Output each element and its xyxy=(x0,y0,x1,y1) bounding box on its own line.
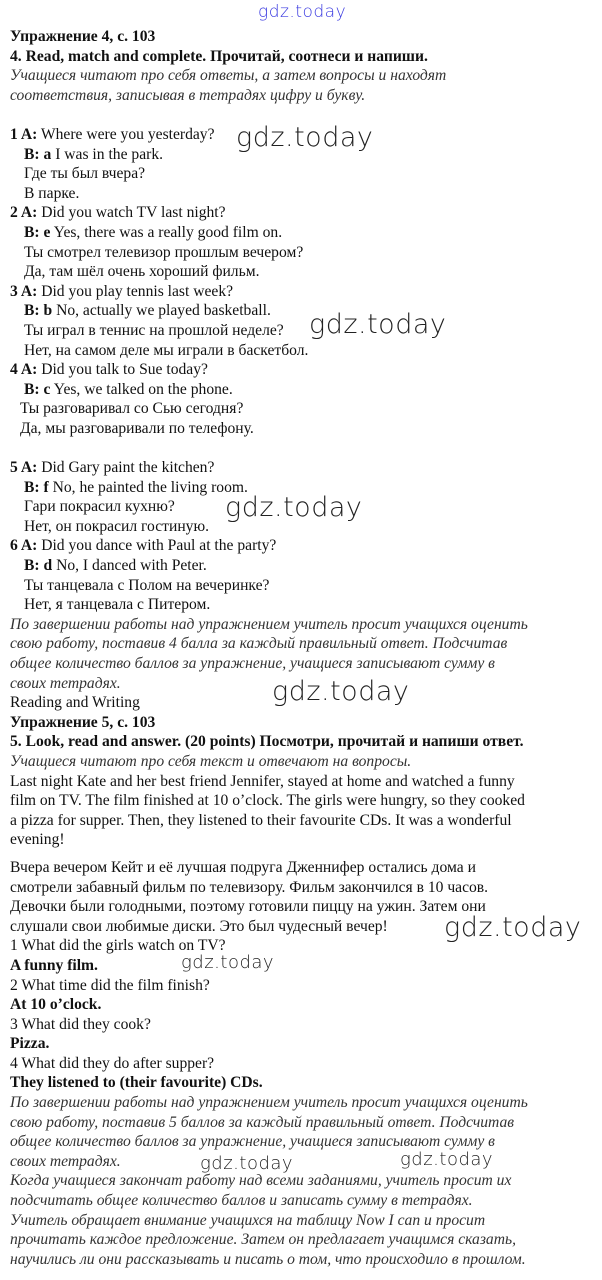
line-text: Yes, we talked on the phone. xyxy=(50,380,233,398)
line-text: прочитать каждое предложение. Затем он предлагает учащимся сказать, xyxy=(10,1231,516,1249)
line-text: Нет, на самом деле мы играли в баскетбол. xyxy=(24,341,309,359)
spacer xyxy=(10,850,595,858)
heading-line xyxy=(10,1073,595,1093)
speaker-label: B: c xyxy=(24,380,51,398)
text-line xyxy=(10,830,595,850)
text-line xyxy=(10,262,595,282)
text-line xyxy=(10,976,595,996)
instruction-line xyxy=(10,654,595,674)
line-text: 4 What did they do after supper? xyxy=(10,1054,215,1072)
instruction-line xyxy=(10,615,595,635)
text-line xyxy=(10,536,595,556)
line-text: Did Gary paint the kitchen? xyxy=(37,459,215,477)
instruction-line xyxy=(10,1171,595,1191)
line-text: evening! xyxy=(10,831,65,849)
line-text: Упражнение 4, с. 103 xyxy=(10,28,156,45)
line-text: Did you dance with Paul at the party? xyxy=(37,537,277,555)
line-text: Девочки были голодными, поэтому готовили пиццу на ужин. Затем они xyxy=(10,898,486,916)
text-line xyxy=(10,380,595,400)
line-text: a pizza for supper. Then, they listened to their favourite CDs. It was a wonderful xyxy=(10,811,512,829)
line-text: At 10 o’clock. xyxy=(10,996,102,1014)
instruction-line xyxy=(10,1211,595,1231)
line-text: смотрели забавный фильм по телевизору. Фильм закончился в 10 часов. xyxy=(10,878,489,896)
line-text: They listened to (their favourite) CDs. xyxy=(10,1074,263,1092)
line-text: Did you talk to Sue today? xyxy=(37,361,208,379)
line-text: Ты разговаривал со Сью сегодня? xyxy=(20,400,244,418)
text-line xyxy=(10,878,595,898)
speaker-label: 4 A: xyxy=(10,361,38,379)
line-text: свою работу, поставив 5 баллов за каждый правильный ответ. Подсчитав xyxy=(10,1113,515,1131)
speaker-label: 5 A: xyxy=(10,459,38,477)
line-text: Did you watch TV last night? xyxy=(37,204,226,222)
text-line xyxy=(10,164,595,184)
line-text: 2 What time did the film finish? xyxy=(10,976,210,994)
text-line xyxy=(10,184,595,204)
line-text: Where were you yesterday? xyxy=(37,125,215,143)
text-line xyxy=(10,282,595,302)
speaker-label: B: d xyxy=(24,557,53,575)
speaker-label: B: f xyxy=(24,478,49,496)
line-text: Ты играл в теннис на прошлой неделе? xyxy=(24,321,284,339)
speaker-label: 1 A: xyxy=(10,125,38,143)
line-text: своих тетрадях. xyxy=(10,1152,121,1170)
line-text: Last night Kate and her best friend Jennifer, stayed at home and watched a funny xyxy=(10,772,515,790)
text-line xyxy=(10,595,595,615)
text-line xyxy=(10,301,595,321)
instruction-line xyxy=(10,634,595,654)
line-text: Вчера вечером Кейт и её лучшая подруга Дженнифер остались дома и xyxy=(10,858,476,876)
text-line xyxy=(10,556,595,576)
line-text: film on TV. The film finished at 10 o’clock. The girls were hungry, so they cooked xyxy=(10,792,525,810)
heading-line xyxy=(10,995,595,1015)
text-line xyxy=(10,791,595,811)
speaker-label: B: a xyxy=(24,145,52,163)
line-text: 1 What did the girls watch on TV? xyxy=(10,937,226,955)
line-text: I was in the park. xyxy=(51,145,164,163)
instruction-line xyxy=(10,1250,595,1270)
line-text: Когда учащиеся закончат работу над всеми заданиями, учитель просит их xyxy=(10,1172,512,1190)
instruction-line xyxy=(10,1132,595,1152)
line-text: Учащиеся читают про себя текст и отвечают на вопросы. xyxy=(10,752,412,770)
line-text: Да, мы разговаривали по телефону. xyxy=(20,419,254,437)
text-line xyxy=(10,458,595,478)
heading-line xyxy=(10,47,595,67)
line-text: По завершении работы над упражнением учитель просит учащихся оценить xyxy=(10,1094,528,1112)
line-text: A funny film. xyxy=(10,956,98,974)
line-text: No, he painted the living room. xyxy=(48,478,248,496)
text-line xyxy=(10,243,595,263)
line-text: Did you play tennis last week? xyxy=(37,282,234,300)
line-text: слушали свои любимые диски. Это был чудесный вечер! xyxy=(10,917,388,935)
line-text: общее количество баллов за упражнение, учащиеся записывают сумму в xyxy=(10,1133,495,1151)
line-text: Да, там шёл очень хороший фильм. xyxy=(24,263,260,281)
line-text: No, actually we played basketball. xyxy=(52,302,271,320)
line-text: Учащиеся читают про себя ответы, а затем вопросы и находят xyxy=(10,67,447,85)
instruction-line xyxy=(10,1191,595,1211)
line-text: По завершении работы над упражнением учитель просит учащихся оценить xyxy=(10,615,528,633)
line-text: Pizza. xyxy=(10,1035,50,1053)
text-line xyxy=(10,1015,595,1035)
line-text: свою работу, поставив 4 балла за каждый правильный ответ. Подсчитав xyxy=(10,635,508,653)
line-text: 3 What did they cook? xyxy=(10,1015,151,1033)
line-text: Ты танцевала с Полом на вечеринке? xyxy=(24,576,270,594)
text-line xyxy=(10,223,595,243)
watermark: gdz.today xyxy=(400,1149,494,1170)
line-text: В парке. xyxy=(24,184,80,202)
line-text: соответствия, записывая в тетрадях цифру и букву. xyxy=(10,86,366,104)
line-text: Упражнение 5, с. 103 xyxy=(10,713,156,731)
speaker-label: 6 A: xyxy=(10,537,38,555)
text-line xyxy=(10,772,595,792)
line-text: Учитель обращает внимание учащихся на таблицу Now I can и просит xyxy=(10,1211,486,1229)
line-text: своих тетрадях. xyxy=(10,674,121,692)
line-text: Гари покрасил кухню? xyxy=(24,498,175,516)
watermark: gdz.today xyxy=(225,492,363,523)
line-text: Где ты был вчера? xyxy=(24,165,146,183)
instruction-line xyxy=(10,1093,595,1113)
heading-line xyxy=(10,956,595,976)
text-line xyxy=(10,321,595,341)
heading-line xyxy=(10,732,595,752)
watermark: gdz.today xyxy=(200,1153,294,1174)
instruction-line xyxy=(10,1113,595,1133)
heading-line xyxy=(10,1034,595,1054)
text-line xyxy=(10,341,595,361)
text-line xyxy=(10,811,595,831)
speaker-label: B: e xyxy=(24,223,51,241)
watermark: gdz.today xyxy=(236,122,374,153)
speaker-label: 2 A: xyxy=(10,204,38,222)
text-line xyxy=(10,419,595,439)
line-text: общее количество баллов за упражнение, учащиеся записывают сумму в xyxy=(10,655,495,672)
text-line xyxy=(10,858,595,878)
line-text: Нет, я танцевала с Питером. xyxy=(24,596,211,614)
heading-line xyxy=(10,27,595,47)
line-text: Нет, он покрасил гостиную. xyxy=(24,517,210,535)
speaker-label: B: b xyxy=(24,302,53,320)
watermark-top: gdz.today xyxy=(258,2,347,22)
watermark: gdz.today xyxy=(272,676,410,707)
instruction-line xyxy=(10,66,595,86)
line-text: Reading and Writing xyxy=(10,694,140,712)
document-body xyxy=(10,27,595,1269)
line-text: 5. Look, read and answer. (20 points) Посмотри, прочитай и напиши ответ. xyxy=(10,733,524,751)
line-text: Yes, there was a really good film on. xyxy=(50,223,283,241)
watermark: gdz.today xyxy=(309,309,447,340)
watermark: gdz.today xyxy=(181,952,275,973)
speaker-label: 3 A: xyxy=(10,282,38,300)
line-text: Ты смотрел телевизор прошлым вечером? xyxy=(24,243,304,261)
text-line xyxy=(10,203,595,223)
text-line xyxy=(10,360,595,380)
text-line xyxy=(10,399,595,419)
spacer xyxy=(10,438,595,458)
text-line xyxy=(10,576,595,596)
line-text: 4. Read, match and complete. Прочитай, соотнеси и напиши. xyxy=(10,47,428,65)
text-line xyxy=(10,1054,595,1074)
instruction-line xyxy=(10,1152,595,1172)
instruction-line xyxy=(10,1230,595,1250)
heading-line xyxy=(10,713,595,733)
line-text: подсчитать общее количество баллов и записать сумму в тетрадях. xyxy=(10,1192,473,1210)
instruction-line xyxy=(10,86,595,106)
watermark: gdz.today xyxy=(444,912,582,943)
instruction-line xyxy=(10,752,595,772)
line-text: научились ли они рассказывать и писать о том, что происходило в прошлом. xyxy=(10,1250,526,1268)
line-text: No, I danced with Peter. xyxy=(52,557,207,575)
